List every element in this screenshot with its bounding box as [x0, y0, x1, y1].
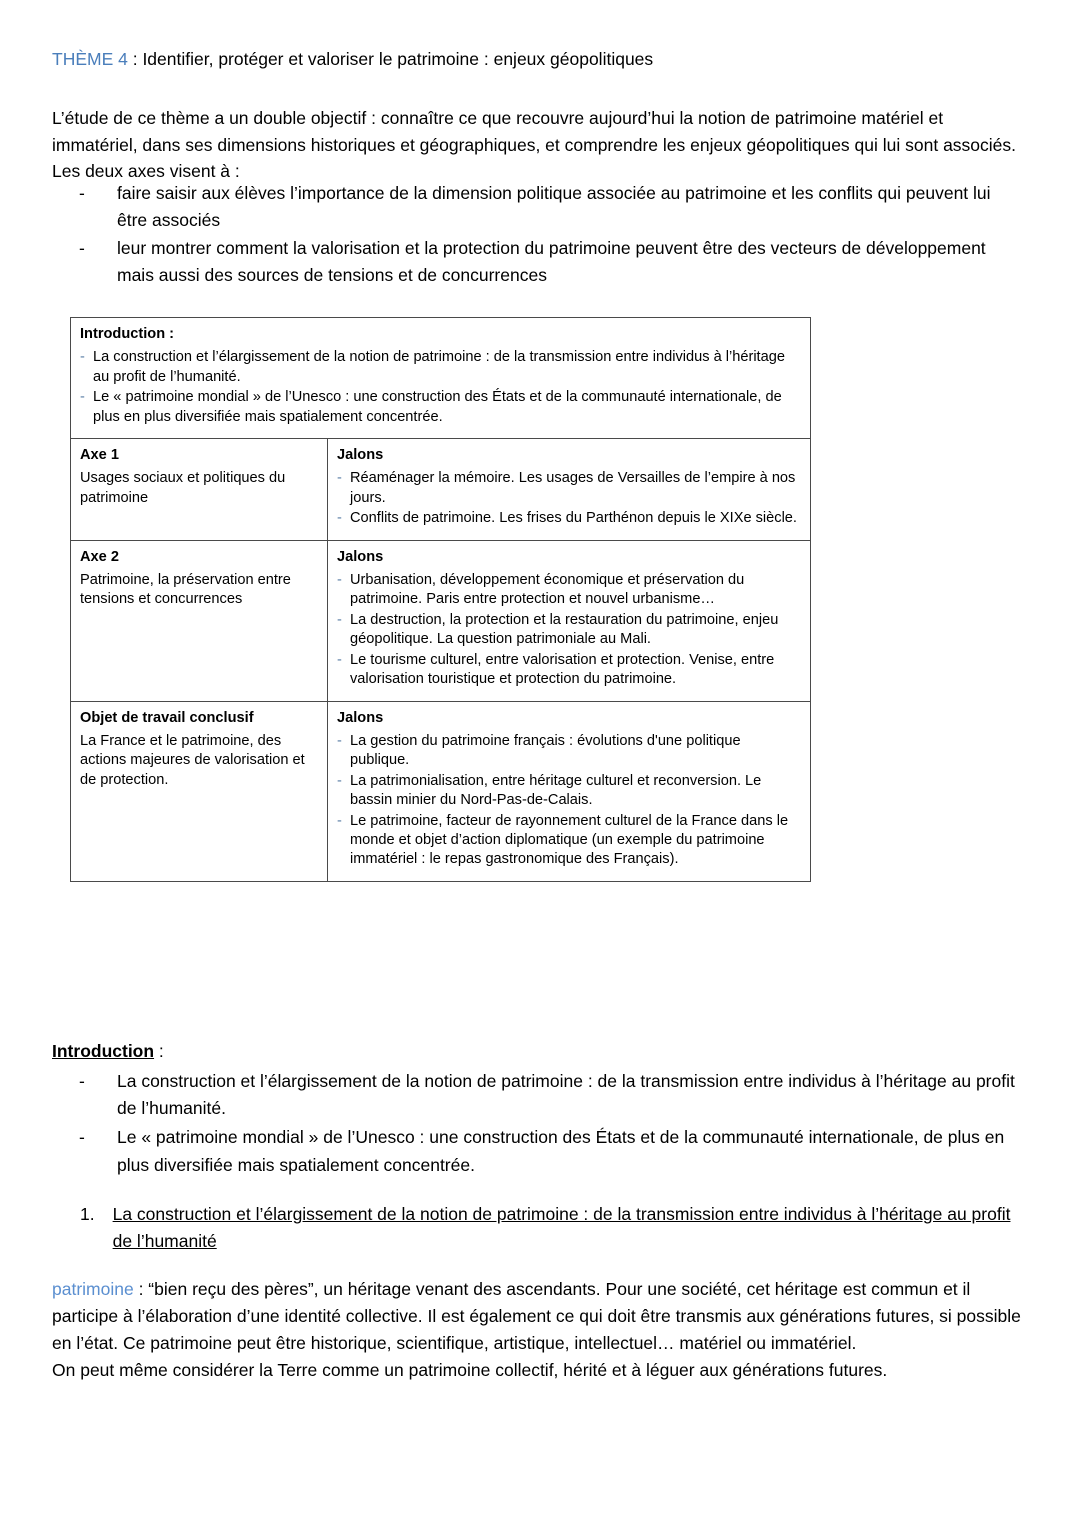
table-cell-axe-2-jalons: [328, 540, 811, 701]
list-item-label: Le « patrimoine mondial » de l’Unesco : une construction des États et de la communauté internationale, de plus en plus diversifiée mais spatialement concentrée.: [93, 389, 782, 425]
cell-title: Jalons: [337, 709, 384, 726]
list-item-label: Réaménager la mémoire. Les usages de Versailles de l’empire à nos jours.: [350, 470, 796, 506]
list-item-label: Urbanisation, développement économique et préservation du patrimoine. Paris entre protection et nouvel urbanisme…: [350, 572, 745, 608]
list-item: [337, 509, 801, 528]
introduction-heading: [52, 1038, 1024, 1065]
intro-paragraph: L’étude de ce thème a un double objectif : connaître ce que recouvre aujourd’hui la notion de patrimoine matériel et immatériel, dans ses dimensions historiques et géographiques, et comprendre les enjeux géopolitiques qui lui sont associés. Les deux axes visent à :: [52, 108, 1017, 182]
dash-marker: -: [337, 470, 342, 487]
dash-marker: -: [337, 732, 342, 749]
definition-paragraph: [52, 1276, 1024, 1385]
dash-marker: -: [79, 1071, 85, 1092]
table-cell-objet-jalons: [328, 701, 811, 881]
numbered-marker: 1.: [80, 1203, 95, 1224]
cell-title: Objet de travail conclusif: [80, 709, 254, 726]
cell-list: [337, 732, 801, 870]
definition-tail: On peut même considérer la Terre comme un patrimoine collectif, hérité et à léguer aux générations futures.: [52, 1360, 888, 1381]
list-item: [80, 388, 801, 427]
dash-marker: -: [337, 772, 342, 789]
dash-marker: -: [79, 1127, 85, 1148]
table-cell-axe-1-jalons: [328, 439, 811, 541]
list-item-label: faire saisir aux élèves l’importance de la dimension politique associée au patrimoine et les conflits qui peuvent lui être associés: [117, 183, 991, 230]
list-item-label: leur montrer comment la valorisation et la protection du patrimoine peuvent être des vecteurs de développement mais aussi des sources de tensions et de concurrences: [117, 238, 986, 285]
list-item-label: Le patrimoine, facteur de rayonnement culturel de la France dans le monde et objet d’action diplomatique (un exemple du patrimoine immatériel : le repas gastronomique des Français).: [350, 812, 789, 868]
list-item-label: La gestion du patrimoine français : évolutions d'une politique publique.: [350, 732, 741, 769]
cell-list: [337, 469, 801, 528]
numbered-subheading: [52, 1201, 1024, 1255]
list-item-label: La patrimonialisation, entre héritage culturel et reconversion. Le bassin minier du Nord-Pas-de-Calais.: [350, 772, 762, 809]
cell-title: Introduction :: [80, 326, 175, 342]
cell-title: Jalons: [337, 548, 384, 565]
list-item: [80, 348, 801, 387]
dash-marker: -: [337, 651, 342, 668]
introduction-bullet-list: [52, 1068, 1024, 1179]
list-item: [337, 469, 801, 508]
table-cell-objet-label: [71, 701, 328, 881]
dash-marker: -: [337, 812, 342, 829]
dash-marker: -: [337, 510, 342, 527]
page-title: [52, 47, 1022, 72]
list-item-label: La construction et l’élargissement de la notion de patrimoine : de la transmission entre individus à l’héritage au profit de l’humanité.: [117, 1071, 1015, 1119]
table-row-objet-conclusif: [71, 701, 811, 881]
table-row-axe-2: [71, 540, 811, 701]
list-item: [52, 235, 1024, 288]
list-item: [337, 611, 801, 650]
cell-title: Jalons: [337, 447, 384, 464]
introduction-heading-label: Introduction: [52, 1041, 155, 1061]
list-item: [337, 812, 801, 870]
table-cell-introduction: [71, 318, 811, 439]
theme-label: THÈME 4: [52, 49, 128, 69]
dash-marker: -: [337, 611, 342, 628]
introduction-heading-colon: :: [154, 1041, 164, 1061]
list-item: [52, 1124, 1024, 1178]
list-item: [337, 732, 801, 771]
programme-table: [70, 317, 811, 882]
cell-title: Axe 2: [80, 548, 119, 565]
cell-subtitle: La France et le patrimoine, des actions majeures de valorisation et de protection.: [80, 732, 305, 788]
cell-title: Axe 1: [80, 447, 119, 464]
list-item: [52, 1068, 1024, 1122]
cell-subtitle: Patrimoine, la préservation entre tensions et concurrences: [80, 572, 291, 608]
list-item-label: La construction et l’élargissement de la notion de patrimoine : de la transmission entre individus à l’héritage au profit de l’humanité.: [93, 349, 785, 385]
list-item-label: Le tourisme culturel, entre valorisation et protection. Venise, entre valorisation touristique et protection du patrimoine.: [350, 651, 775, 688]
list-item: [337, 571, 801, 610]
table-row-introduction: [71, 318, 811, 439]
list-item: [337, 651, 801, 690]
definition-keyword: patrimoine: [52, 1279, 134, 1299]
numbered-subheading-label: La construction et l’élargissement de la notion de patrimoine : de la transmission entre individus à l’héritage au profit de l’humanité: [112, 1203, 1011, 1251]
definition-body: : “bien reçu des pères”, un héritage venant des ascendants. Pour une société, cet héritage est commun et il participe à l’élaboration d’une identité collective. Il est également ce qui doit être transmis aux générations futures, si possible en l’état. Ce patrimoine peut être historique, scientifique, artistique, intellectuel… matériel ou immatériel.: [52, 1279, 1021, 1354]
intro-bullet-list: [52, 180, 1024, 290]
dash-marker: -: [337, 572, 342, 589]
list-item-label: Le « patrimoine mondial » de l’Unesco : une construction des États et de la communauté internationale, de plus en plus diversifiée mais spatialement concentrée.: [117, 1127, 1005, 1175]
cell-list: [337, 571, 801, 689]
dash-marker: -: [79, 238, 85, 259]
cell-subtitle: Usages sociaux et politiques du patrimoine: [80, 470, 286, 506]
list-item: [52, 180, 1024, 233]
dash-marker: -: [80, 389, 85, 406]
introduction-section: [52, 1038, 1024, 1255]
theme-title: : Identifier, protéger et valoriser le patrimoine : enjeux géopolitiques: [127, 49, 654, 69]
list-item-label: Conflits de patrimoine. Les frises du Parthénon depuis le XIXe siècle.: [350, 510, 797, 527]
dash-marker: -: [80, 349, 85, 366]
table-cell-axe-1-label: [71, 439, 328, 541]
cell-list: [80, 348, 801, 427]
list-item-label: La destruction, la protection et la restauration du patrimoine, enjeu géopolitique. La question patrimoniale au Mali.: [350, 611, 779, 648]
table-cell-axe-2-label: [71, 540, 328, 701]
dash-marker: -: [79, 183, 85, 203]
table-row-axe-1: [71, 439, 811, 541]
list-item: [337, 772, 801, 811]
